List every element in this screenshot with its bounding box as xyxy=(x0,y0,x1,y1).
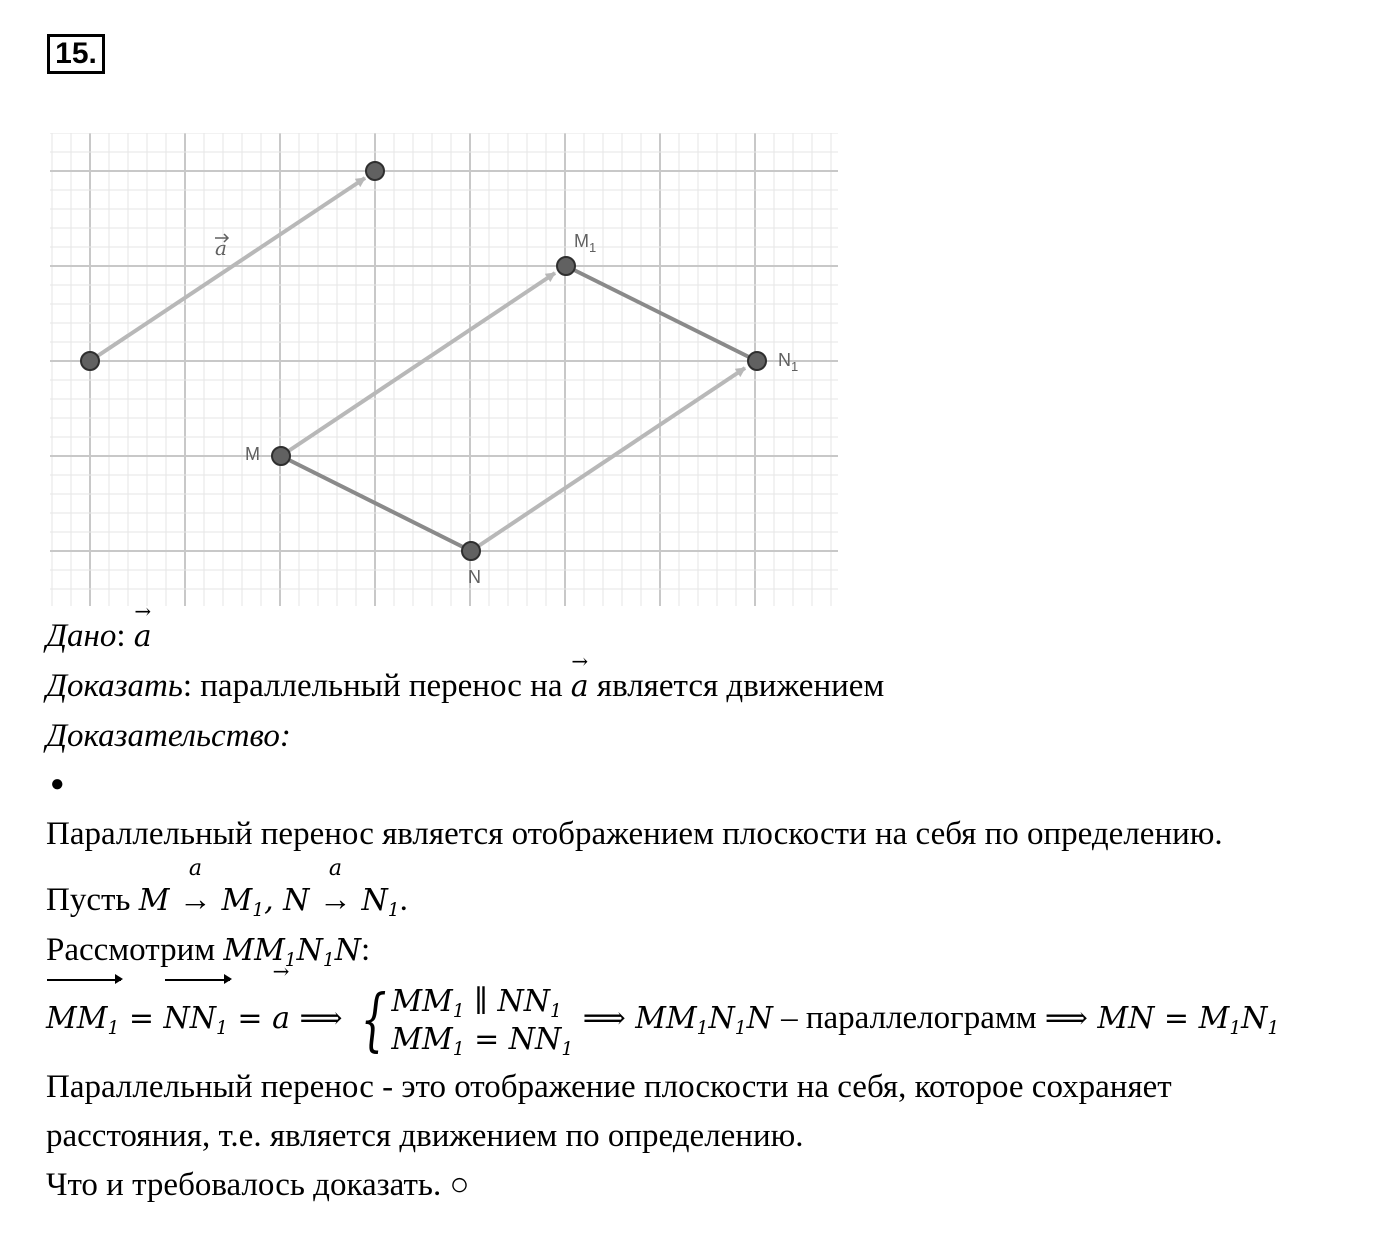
proof-line-consider: Рассмотрим $MM_1N_1N$: xyxy=(46,932,371,971)
prove-label: Доказать xyxy=(46,668,183,704)
label-N: N xyxy=(468,567,481,587)
given-label: Дано xyxy=(46,618,117,654)
bullet: ● xyxy=(50,771,65,797)
label-M: M xyxy=(245,444,260,464)
prove-line xyxy=(46,649,885,707)
point-M1 xyxy=(557,257,575,275)
prove-suffix: является движением xyxy=(588,668,885,704)
vector-a-symbol: → a xyxy=(570,649,589,704)
label-M1: $M_1$ xyxy=(574,231,597,255)
qed-line: Что и требовалось доказать. ○ xyxy=(46,1167,470,1203)
proof-line-1: Параллельный перенос является отображением плоскости на себя по определению. xyxy=(46,816,1223,852)
proof-line-vectors: $MM_1 = NN_1$ = → a ⟹ { $MM_1$ ∥ $NN_1$ $MM_1 = NN_1$ ⟹ $MM_1N_1N$ – параллелограмм ⟹ MN = $M_1N_1$ xyxy=(46,959,1280,1061)
proof-label: Доказательство: xyxy=(46,718,291,754)
point-M xyxy=(272,447,290,465)
problem-number: 15. xyxy=(47,34,105,74)
point-N1 xyxy=(748,352,766,370)
label-vector-a xyxy=(215,234,228,260)
vector-NN1 xyxy=(471,368,745,551)
conclusion-line-2: расстояния, т.е. является движением по определению. xyxy=(46,1118,804,1154)
let-word: Пусть xyxy=(46,882,139,918)
consider-word: Рассмотрим xyxy=(46,932,224,968)
conclusion-line-1: Параллельный перенос - это отображение плоскости на себя, которое сохраняет xyxy=(46,1069,1172,1105)
point-a-start xyxy=(81,352,99,370)
coordinate-grid xyxy=(50,133,838,606)
vector-MM1 xyxy=(281,273,555,456)
translation-figure xyxy=(50,133,840,606)
vector-a-symbol: → a xyxy=(133,599,152,654)
prove-prefix: : параллельный перенос на xyxy=(182,668,571,704)
given-line: Дано: → a xyxy=(46,616,152,657)
vector-a xyxy=(90,178,365,361)
label-N1: $N_1$ xyxy=(778,350,799,374)
parallelogram-word: – параллелограмм xyxy=(772,1000,1045,1036)
segment-M1N1 xyxy=(566,266,757,361)
point-N xyxy=(462,542,480,560)
svg-text:a: a xyxy=(215,236,227,260)
proof-line-let: Пусть M a → $M_1$, N a → $N_1$. xyxy=(46,856,408,921)
point-a-end xyxy=(366,162,384,180)
